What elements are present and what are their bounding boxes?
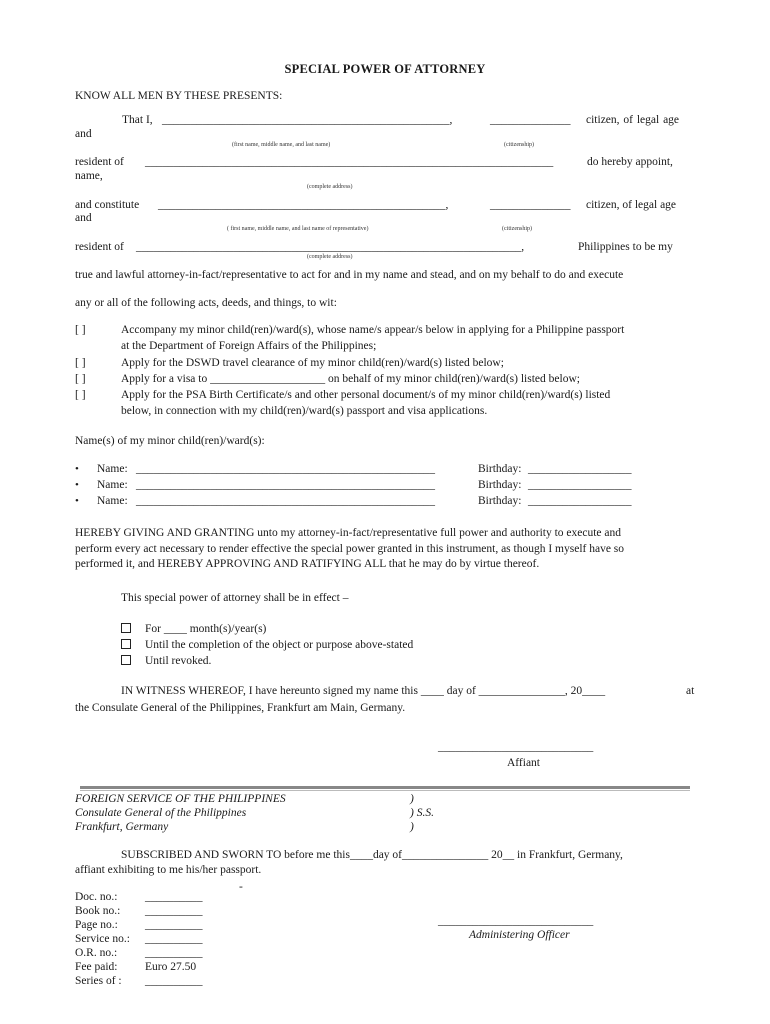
record-label: Series of :: [75, 975, 122, 987]
record-value: __________: [145, 891, 203, 903]
minors-label: Name(s) of my minor child(ren)/ward(s):: [75, 435, 265, 447]
granting-text: performed it, and HEREBY APPROVING AND RATIFYING ALL that he may do by virtue thereof.: [75, 558, 540, 570]
witness-text: IN WITNESS WHEREOF, I have hereunto signed my name this ____ day of _______________, 20____: [121, 685, 606, 697]
minor-name-blank[interactable]: ____________________________________________________: [136, 479, 435, 491]
officer-signature-line[interactable]: ___________________________: [438, 915, 594, 927]
citizen-legal-age-text: citizen, of legal age: [586, 199, 677, 211]
bullet-icon: •: [75, 479, 79, 491]
effect-option-checkbox[interactable]: [121, 655, 131, 667]
effect-option-label: For ____ month(s)/year(s): [145, 623, 267, 635]
witness-text-continued: the Consulate General of the Philippines, Frankfurt am Main, Germany.: [75, 702, 406, 714]
citizenship-hint: (citizenship): [504, 142, 534, 148]
record-label: Fee paid:: [75, 961, 118, 973]
act-item-text-continued: at the Department of Foreign Affairs of the Philippines;: [121, 340, 377, 352]
resident-of-label: resident of: [75, 241, 124, 253]
document-title: SPECIAL POWER OF ATTORNEY: [284, 62, 486, 76]
venue-ss: ) S.S.: [410, 807, 434, 819]
record-value: __________: [145, 919, 203, 931]
record-value: __________: [145, 905, 203, 917]
effect-option-checkbox[interactable]: [121, 623, 131, 635]
that-i-label: That I,: [122, 114, 153, 126]
venue-bracket: ): [410, 821, 414, 833]
constitute-label: and constitute: [75, 199, 140, 211]
witness-text-at: at: [686, 685, 695, 697]
record-label: O.R. no.:: [75, 947, 118, 959]
section-divider-shadow: [80, 790, 690, 791]
record-value: __________: [145, 975, 203, 987]
address-hint: (complete address): [307, 184, 353, 190]
act-item-text: Apply for a visa to ____________________ on behalf of my minor child(ren)/ward(s) listed below;: [121, 373, 580, 385]
affiant-signature-line[interactable]: ___________________________: [438, 741, 594, 753]
resident-of-label: resident of: [75, 156, 124, 168]
record-label: Service no.:: [75, 933, 130, 945]
bullet-icon: •: [75, 463, 79, 475]
minor-birthday-blank[interactable]: __________________: [528, 495, 632, 507]
effect-option-label: Until revoked.: [145, 655, 212, 667]
act-item-text: Apply for the PSA Birth Certificate/s and other personal document/s of my minor child(ren)/ward(s) listed: [121, 389, 611, 401]
minor-birthday-blank[interactable]: __________________: [528, 479, 632, 491]
record-value: __________: [145, 933, 203, 945]
record-value: __________: [145, 947, 203, 959]
dash-mark: -: [239, 881, 243, 893]
principal-name-blank: __________________________________________________,: [162, 114, 453, 126]
venue-line: Frankfurt, Germany: [75, 821, 169, 833]
venue-bracket: ): [410, 793, 414, 805]
minor-name-blank[interactable]: ____________________________________________________: [136, 463, 435, 475]
sworn-text-continued: affiant exhibiting to me his/her passport.: [75, 864, 262, 876]
record-label: Page no.:: [75, 919, 118, 931]
act-checkbox[interactable]: [ ]: [75, 357, 86, 369]
minor-name-blank[interactable]: ____________________________________________________: [136, 495, 435, 507]
officer-label: Administering Officer: [469, 929, 570, 941]
minor-name-label: Name:: [97, 495, 128, 507]
effect-text: This special power of attorney shall be in effect –: [121, 592, 349, 604]
hereby-appoint-text: do hereby appoint,: [587, 156, 673, 168]
citizenship-hint: (citizenship): [502, 226, 532, 232]
affiant-label: Affiant: [507, 757, 541, 769]
principal-address-blank: _______________________________________________________________________: [145, 156, 554, 168]
minor-name-label: Name:: [97, 463, 128, 475]
effect-option-label: Until the completion of the object or purpose above-stated: [145, 639, 414, 651]
sworn-text: SUBSCRIBED AND SWORN TO before me this____day of_______________ 20__ in Frankfurt, Germany,: [121, 849, 623, 861]
representative-address-blank: ___________________________________________________________________,: [136, 241, 525, 253]
citizen-legal-age-text: citizen, of legal age: [586, 114, 680, 126]
name-text: name,: [75, 170, 103, 182]
act-item-text: Accompany my minor child(ren)/ward(s), whose name/s appear/s below in applying for a Philippine passport: [121, 324, 625, 336]
and-text: and: [75, 128, 92, 140]
act-checkbox[interactable]: [ ]: [75, 389, 86, 401]
body-text-1: true and lawful attorney-in-fact/representative to act for and in my name and stead, and on my behalf to do and execute: [75, 269, 624, 281]
effect-option-checkbox[interactable]: [121, 639, 131, 651]
act-checkbox[interactable]: [ ]: [75, 324, 86, 336]
minor-birthday-blank[interactable]: __________________: [528, 463, 632, 475]
minor-birthday-label: Birthday:: [478, 479, 522, 491]
act-checkbox[interactable]: [ ]: [75, 373, 86, 385]
minor-birthday-label: Birthday:: [478, 495, 522, 507]
principal-citizenship-blank: ______________: [490, 114, 571, 126]
venue-line: Consulate General of the Philippines: [75, 807, 247, 819]
record-value: Euro 27.50: [145, 961, 197, 973]
venue-line: FOREIGN SERVICE OF THE PHILIPPINES: [75, 793, 286, 805]
minor-name-label: Name:: [97, 479, 128, 491]
minor-birthday-label: Birthday:: [478, 463, 522, 475]
granting-text: perform every act necessary to render effective the special power granted in this instrument, as though I myself have so: [75, 543, 625, 555]
representative-name-blank: __________________________________________________,: [158, 199, 449, 211]
section-divider: [80, 786, 690, 789]
representative-name-hint: ( first name, middle name, and last name of representative): [227, 226, 369, 232]
record-label: Doc. no.:: [75, 891, 118, 903]
bullet-icon: •: [75, 495, 79, 507]
address-hint: (complete address): [307, 254, 353, 260]
name-hint: (first name, middle name, and last name): [232, 142, 331, 148]
granting-text: HEREBY GIVING AND GRANTING unto my attorney-in-fact/representative full power and authority to execute and: [75, 527, 621, 539]
representative-citizenship-blank: ______________: [490, 199, 571, 211]
philippines-to-be-my-text: Philippines to be my: [578, 241, 673, 253]
record-label: Book no.:: [75, 905, 121, 917]
and-text: and: [75, 212, 92, 224]
act-item-text-continued: below, in connection with my child(ren)/ward(s) passport and visa applications.: [121, 405, 488, 417]
act-item-text: Apply for the DSWD travel clearance of my minor child(ren)/ward(s) listed below;: [121, 357, 504, 369]
intro-text: KNOW ALL MEN BY THESE PRESENTS:: [75, 90, 283, 102]
body-text-2: any or all of the following acts, deeds, and things, to wit:: [75, 297, 337, 309]
